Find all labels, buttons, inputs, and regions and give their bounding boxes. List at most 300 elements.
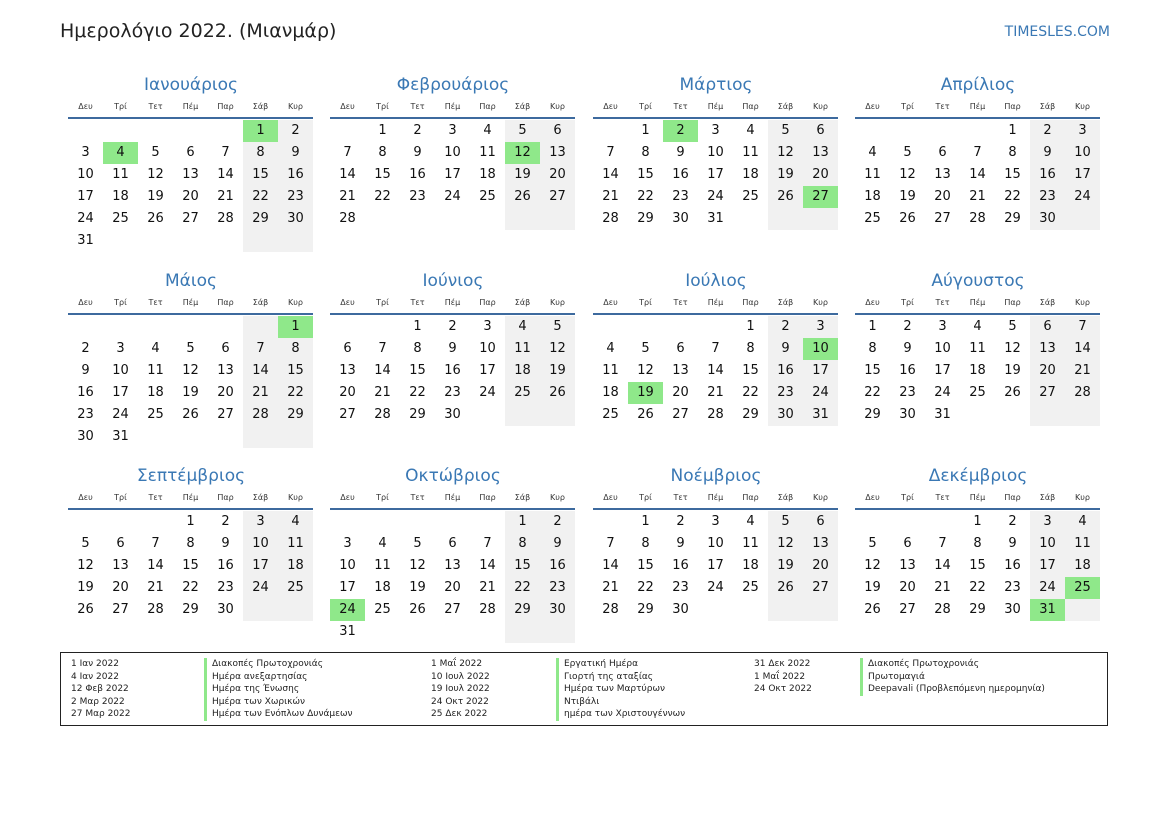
- day-cell[interactable]: 12: [768, 533, 803, 555]
- day-cell[interactable]: 22: [374, 189, 391, 204]
- day-cell[interactable]: 16: [899, 363, 916, 378]
- day-cell[interactable]: 11: [374, 558, 391, 573]
- day-cell[interactable]: 21: [374, 385, 391, 400]
- day-cell[interactable]: 25: [602, 407, 619, 422]
- day-cell[interactable]: 23: [540, 577, 575, 599]
- day-cell[interactable]: 19: [77, 580, 94, 595]
- day-cell[interactable]: 5: [768, 511, 803, 533]
- day-cell[interactable]: 16: [444, 363, 461, 378]
- day-cell[interactable]: 27: [899, 602, 916, 617]
- day-cell[interactable]: 11: [969, 341, 986, 356]
- day-cell[interactable]: 15: [969, 558, 986, 573]
- day-cell[interactable]: 5: [868, 536, 877, 551]
- day-cell[interactable]: 24: [707, 580, 724, 595]
- day-cell[interactable]: 6: [938, 145, 947, 160]
- day-cell[interactable]: 9: [413, 145, 422, 160]
- day-cell[interactable]: 2: [81, 341, 90, 356]
- day-cell[interactable]: 14: [339, 167, 356, 182]
- day-cell[interactable]: 3: [343, 536, 352, 551]
- day-cell[interactable]: 24: [1065, 186, 1100, 208]
- day-cell[interactable]: 13: [672, 363, 689, 378]
- day-cell[interactable]: 6: [221, 341, 230, 356]
- holiday-day-cell[interactable]: 31: [1030, 599, 1065, 621]
- day-cell[interactable]: 5: [81, 536, 90, 551]
- day-cell[interactable]: 9: [278, 142, 313, 164]
- day-cell[interactable]: 3: [711, 514, 720, 529]
- day-cell[interactable]: 18: [374, 580, 391, 595]
- day-cell[interactable]: 11: [505, 338, 540, 360]
- day-cell[interactable]: 2: [903, 319, 912, 334]
- day-cell[interactable]: 26: [147, 211, 164, 226]
- holiday-day-cell[interactable]: 10: [803, 338, 838, 360]
- holiday-day-cell[interactable]: 2: [663, 120, 698, 142]
- day-cell[interactable]: 30: [444, 407, 461, 422]
- day-cell[interactable]: 7: [711, 341, 720, 356]
- day-cell[interactable]: 5: [413, 536, 422, 551]
- day-cell[interactable]: 28: [243, 404, 278, 426]
- day-cell[interactable]: 2: [221, 514, 230, 529]
- day-cell[interactable]: 26: [77, 602, 94, 617]
- day-cell[interactable]: 7: [483, 536, 492, 551]
- day-cell[interactable]: 20: [444, 580, 461, 595]
- day-cell[interactable]: 2: [1008, 514, 1017, 529]
- day-cell[interactable]: 23: [1004, 580, 1021, 595]
- day-cell[interactable]: 13: [934, 167, 951, 182]
- day-cell[interactable]: 5: [505, 120, 540, 142]
- day-cell[interactable]: 22: [182, 580, 199, 595]
- day-cell[interactable]: 20: [112, 580, 129, 595]
- day-cell[interactable]: 27: [934, 211, 951, 226]
- day-cell[interactable]: 29: [637, 602, 654, 617]
- day-cell[interactable]: 24: [1030, 577, 1065, 599]
- day-cell[interactable]: 8: [505, 533, 540, 555]
- day-cell[interactable]: 29: [243, 208, 278, 230]
- day-cell[interactable]: 19: [147, 189, 164, 204]
- day-cell[interactable]: 20: [182, 189, 199, 204]
- day-cell[interactable]: 4: [483, 123, 492, 138]
- day-cell[interactable]: 1: [641, 123, 650, 138]
- day-cell[interactable]: 12: [864, 558, 881, 573]
- day-cell[interactable]: 13: [444, 558, 461, 573]
- day-cell[interactable]: 19: [768, 555, 803, 577]
- day-cell[interactable]: 29: [969, 602, 986, 617]
- day-cell[interactable]: 8: [243, 142, 278, 164]
- day-cell[interactable]: 23: [899, 385, 916, 400]
- holiday-day-cell[interactable]: 1: [278, 316, 313, 338]
- day-cell[interactable]: 3: [81, 145, 90, 160]
- day-cell[interactable]: 24: [77, 211, 94, 226]
- day-cell[interactable]: 11: [864, 167, 881, 182]
- day-cell[interactable]: 2: [540, 511, 575, 533]
- day-cell[interactable]: 30: [672, 602, 689, 617]
- day-cell[interactable]: 29: [742, 407, 759, 422]
- day-cell[interactable]: 6: [186, 145, 195, 160]
- day-cell[interactable]: 20: [540, 164, 575, 186]
- day-cell[interactable]: 21: [217, 189, 234, 204]
- day-cell[interactable]: 28: [969, 211, 986, 226]
- day-cell[interactable]: 22: [1004, 189, 1021, 204]
- day-cell[interactable]: 15: [243, 164, 278, 186]
- day-cell[interactable]: 29: [505, 599, 540, 621]
- day-cell[interactable]: 6: [540, 120, 575, 142]
- day-cell[interactable]: 10: [934, 341, 951, 356]
- day-cell[interactable]: 23: [77, 407, 94, 422]
- day-cell[interactable]: 12: [147, 167, 164, 182]
- day-cell[interactable]: 23: [672, 189, 689, 204]
- day-cell[interactable]: 5: [768, 120, 803, 142]
- day-cell[interactable]: 25: [147, 407, 164, 422]
- day-cell[interactable]: 11: [742, 536, 759, 551]
- day-cell[interactable]: 21: [707, 385, 724, 400]
- day-cell[interactable]: 28: [339, 211, 356, 226]
- day-cell[interactable]: 28: [934, 602, 951, 617]
- day-cell[interactable]: 11: [479, 145, 496, 160]
- day-cell[interactable]: 8: [746, 341, 755, 356]
- day-cell[interactable]: 24: [112, 407, 129, 422]
- day-cell[interactable]: 27: [1030, 382, 1065, 404]
- day-cell[interactable]: 19: [768, 164, 803, 186]
- day-cell[interactable]: 17: [243, 555, 278, 577]
- day-cell[interactable]: 28: [1065, 382, 1100, 404]
- day-cell[interactable]: 28: [707, 407, 724, 422]
- day-cell[interactable]: 27: [112, 602, 129, 617]
- day-cell[interactable]: 11: [278, 533, 313, 555]
- day-cell[interactable]: 25: [864, 211, 881, 226]
- day-cell[interactable]: 15: [505, 555, 540, 577]
- day-cell[interactable]: 20: [934, 189, 951, 204]
- day-cell[interactable]: 1: [746, 319, 755, 334]
- day-cell[interactable]: 26: [182, 407, 199, 422]
- day-cell[interactable]: 6: [343, 341, 352, 356]
- day-cell[interactable]: 24: [803, 382, 838, 404]
- day-cell[interactable]: 14: [479, 558, 496, 573]
- day-cell[interactable]: 31: [707, 211, 724, 226]
- day-cell[interactable]: 7: [378, 341, 387, 356]
- day-cell[interactable]: 8: [973, 536, 982, 551]
- day-cell[interactable]: 1: [868, 319, 877, 334]
- day-cell[interactable]: 14: [147, 558, 164, 573]
- day-cell[interactable]: 8: [641, 536, 650, 551]
- day-cell[interactable]: 23: [444, 385, 461, 400]
- day-cell[interactable]: 18: [742, 558, 759, 573]
- day-cell[interactable]: 23: [278, 186, 313, 208]
- day-cell[interactable]: 21: [602, 189, 619, 204]
- day-cell[interactable]: 6: [116, 536, 125, 551]
- day-cell[interactable]: 3: [803, 316, 838, 338]
- day-cell[interactable]: 13: [899, 558, 916, 573]
- day-cell[interactable]: 28: [602, 211, 619, 226]
- day-cell[interactable]: 1: [505, 511, 540, 533]
- day-cell[interactable]: 15: [637, 558, 654, 573]
- holiday-day-cell[interactable]: 12: [505, 142, 540, 164]
- day-cell[interactable]: 22: [637, 189, 654, 204]
- day-cell[interactable]: 21: [969, 189, 986, 204]
- day-cell[interactable]: 27: [182, 211, 199, 226]
- day-cell[interactable]: 3: [116, 341, 125, 356]
- day-cell[interactable]: 10: [339, 558, 356, 573]
- day-cell[interactable]: 16: [672, 558, 689, 573]
- day-cell[interactable]: 28: [147, 602, 164, 617]
- day-cell[interactable]: 19: [899, 189, 916, 204]
- day-cell[interactable]: 14: [1065, 338, 1100, 360]
- day-cell[interactable]: 12: [768, 142, 803, 164]
- day-cell[interactable]: 3: [711, 123, 720, 138]
- day-cell[interactable]: 14: [707, 363, 724, 378]
- day-cell[interactable]: 9: [1030, 142, 1065, 164]
- day-cell[interactable]: 11: [147, 363, 164, 378]
- day-cell[interactable]: 19: [864, 580, 881, 595]
- day-cell[interactable]: 27: [217, 407, 234, 422]
- day-cell[interactable]: 11: [1065, 533, 1100, 555]
- day-cell[interactable]: 3: [938, 319, 947, 334]
- day-cell[interactable]: 28: [479, 602, 496, 617]
- day-cell[interactable]: 17: [1030, 555, 1065, 577]
- day-cell[interactable]: 22: [969, 580, 986, 595]
- day-cell[interactable]: 15: [409, 363, 426, 378]
- day-cell[interactable]: 26: [540, 382, 575, 404]
- day-cell[interactable]: 10: [112, 363, 129, 378]
- day-cell[interactable]: 23: [672, 580, 689, 595]
- day-cell[interactable]: 6: [448, 536, 457, 551]
- day-cell[interactable]: 26: [637, 407, 654, 422]
- day-cell[interactable]: 16: [409, 167, 426, 182]
- day-cell[interactable]: 18: [479, 167, 496, 182]
- day-cell[interactable]: 28: [602, 602, 619, 617]
- day-cell[interactable]: 22: [637, 580, 654, 595]
- day-cell[interactable]: 4: [1065, 511, 1100, 533]
- day-cell[interactable]: 20: [803, 555, 838, 577]
- day-cell[interactable]: 14: [969, 167, 986, 182]
- day-cell[interactable]: 21: [243, 382, 278, 404]
- day-cell[interactable]: 30: [1004, 602, 1021, 617]
- day-cell[interactable]: 24: [479, 385, 496, 400]
- day-cell[interactable]: 25: [505, 382, 540, 404]
- day-cell[interactable]: 24: [444, 189, 461, 204]
- day-cell[interactable]: 15: [278, 360, 313, 382]
- day-cell[interactable]: 2: [676, 514, 685, 529]
- day-cell[interactable]: 13: [803, 142, 838, 164]
- day-cell[interactable]: 5: [151, 145, 160, 160]
- day-cell[interactable]: 18: [1065, 555, 1100, 577]
- day-cell[interactable]: 30: [768, 404, 803, 426]
- day-cell[interactable]: 26: [768, 186, 803, 208]
- day-cell[interactable]: 18: [742, 167, 759, 182]
- day-cell[interactable]: 3: [243, 511, 278, 533]
- day-cell[interactable]: 21: [147, 580, 164, 595]
- day-cell[interactable]: 8: [641, 145, 650, 160]
- day-cell[interactable]: 17: [707, 558, 724, 573]
- day-cell[interactable]: 12: [540, 338, 575, 360]
- day-cell[interactable]: 18: [864, 189, 881, 204]
- day-cell[interactable]: 16: [278, 164, 313, 186]
- day-cell[interactable]: 4: [606, 341, 615, 356]
- day-cell[interactable]: 19: [505, 164, 540, 186]
- day-cell[interactable]: 28: [374, 407, 391, 422]
- day-cell[interactable]: 3: [1065, 120, 1100, 142]
- day-cell[interactable]: 15: [182, 558, 199, 573]
- day-cell[interactable]: 4: [378, 536, 387, 551]
- day-cell[interactable]: 26: [1004, 385, 1021, 400]
- day-cell[interactable]: 1: [1008, 123, 1017, 138]
- day-cell[interactable]: 29: [278, 404, 313, 426]
- day-cell[interactable]: 7: [973, 145, 982, 160]
- day-cell[interactable]: 10: [707, 145, 724, 160]
- day-cell[interactable]: 22: [505, 577, 540, 599]
- day-cell[interactable]: 14: [217, 167, 234, 182]
- day-cell[interactable]: 15: [1004, 167, 1021, 182]
- day-cell[interactable]: 16: [1030, 164, 1065, 186]
- day-cell[interactable]: 9: [676, 536, 685, 551]
- day-cell[interactable]: 14: [602, 167, 619, 182]
- day-cell[interactable]: 3: [483, 319, 492, 334]
- day-cell[interactable]: 29: [637, 211, 654, 226]
- day-cell[interactable]: 27: [672, 407, 689, 422]
- day-cell[interactable]: 7: [938, 536, 947, 551]
- day-cell[interactable]: 30: [77, 429, 94, 444]
- day-cell[interactable]: 4: [868, 145, 877, 160]
- day-cell[interactable]: 12: [637, 363, 654, 378]
- day-cell[interactable]: 16: [217, 558, 234, 573]
- day-cell[interactable]: 14: [374, 363, 391, 378]
- day-cell[interactable]: 1: [413, 319, 422, 334]
- day-cell[interactable]: 8: [1008, 145, 1017, 160]
- day-cell[interactable]: 30: [278, 208, 313, 230]
- day-cell[interactable]: 13: [339, 363, 356, 378]
- day-cell[interactable]: 7: [221, 145, 230, 160]
- day-cell[interactable]: 13: [112, 558, 129, 573]
- day-cell[interactable]: 30: [1030, 208, 1065, 230]
- day-cell[interactable]: 12: [77, 558, 94, 573]
- day-cell[interactable]: 21: [479, 580, 496, 595]
- day-cell[interactable]: 19: [1004, 363, 1021, 378]
- day-cell[interactable]: 14: [243, 360, 278, 382]
- day-cell[interactable]: 4: [505, 316, 540, 338]
- day-cell[interactable]: 1: [973, 514, 982, 529]
- day-cell[interactable]: 20: [672, 385, 689, 400]
- day-cell[interactable]: 22: [409, 385, 426, 400]
- day-cell[interactable]: 17: [112, 385, 129, 400]
- day-cell[interactable]: 7: [343, 145, 352, 160]
- day-cell[interactable]: 15: [864, 363, 881, 378]
- day-cell[interactable]: 9: [221, 536, 230, 551]
- day-cell[interactable]: 4: [151, 341, 160, 356]
- day-cell[interactable]: 13: [1030, 338, 1065, 360]
- day-cell[interactable]: 25: [742, 189, 759, 204]
- day-cell[interactable]: 14: [934, 558, 951, 573]
- day-cell[interactable]: 6: [676, 341, 685, 356]
- day-cell[interactable]: 20: [1030, 360, 1065, 382]
- day-cell[interactable]: 6: [803, 511, 838, 533]
- day-cell[interactable]: 20: [217, 385, 234, 400]
- day-cell[interactable]: 2: [448, 319, 457, 334]
- day-cell[interactable]: 3: [448, 123, 457, 138]
- day-cell[interactable]: 9: [540, 533, 575, 555]
- day-cell[interactable]: 11: [112, 167, 129, 182]
- day-cell[interactable]: 19: [409, 580, 426, 595]
- day-cell[interactable]: 7: [151, 536, 160, 551]
- day-cell[interactable]: 22: [243, 186, 278, 208]
- day-cell[interactable]: 18: [278, 555, 313, 577]
- day-cell[interactable]: 23: [217, 580, 234, 595]
- day-cell[interactable]: 10: [77, 167, 94, 182]
- day-cell[interactable]: 27: [444, 602, 461, 617]
- day-cell[interactable]: 21: [339, 189, 356, 204]
- day-cell[interactable]: 3: [1030, 511, 1065, 533]
- day-cell[interactable]: 25: [479, 189, 496, 204]
- day-cell[interactable]: 17: [77, 189, 94, 204]
- holiday-day-cell[interactable]: 1: [243, 120, 278, 142]
- day-cell[interactable]: 9: [1008, 536, 1017, 551]
- day-cell[interactable]: 7: [606, 145, 615, 160]
- day-cell[interactable]: 10: [707, 536, 724, 551]
- day-cell[interactable]: 17: [479, 363, 496, 378]
- day-cell[interactable]: 10: [479, 341, 496, 356]
- day-cell[interactable]: 9: [448, 341, 457, 356]
- day-cell[interactable]: 15: [637, 167, 654, 182]
- day-cell[interactable]: 4: [746, 123, 755, 138]
- day-cell[interactable]: 30: [672, 211, 689, 226]
- day-cell[interactable]: 24: [934, 385, 951, 400]
- day-cell[interactable]: 28: [217, 211, 234, 226]
- holiday-day-cell[interactable]: 25: [1065, 577, 1100, 599]
- day-cell[interactable]: 18: [112, 189, 129, 204]
- day-cell[interactable]: 16: [1004, 558, 1021, 573]
- day-cell[interactable]: 1: [641, 514, 650, 529]
- day-cell[interactable]: 19: [540, 360, 575, 382]
- day-cell[interactable]: 31: [339, 624, 356, 639]
- day-cell[interactable]: 8: [278, 338, 313, 360]
- holiday-day-cell[interactable]: 19: [628, 382, 663, 404]
- day-cell[interactable]: 24: [707, 189, 724, 204]
- day-cell[interactable]: 13: [182, 167, 199, 182]
- day-cell[interactable]: 11: [742, 145, 759, 160]
- day-cell[interactable]: 2: [413, 123, 422, 138]
- day-cell[interactable]: 22: [742, 385, 759, 400]
- day-cell[interactable]: 4: [973, 319, 982, 334]
- day-cell[interactable]: 17: [934, 363, 951, 378]
- day-cell[interactable]: 17: [1065, 164, 1100, 186]
- day-cell[interactable]: 24: [243, 577, 278, 599]
- day-cell[interactable]: 16: [77, 385, 94, 400]
- day-cell[interactable]: 8: [186, 536, 195, 551]
- day-cell[interactable]: 7: [243, 338, 278, 360]
- day-cell[interactable]: 25: [969, 385, 986, 400]
- day-cell[interactable]: 5: [186, 341, 195, 356]
- day-cell[interactable]: 7: [606, 536, 615, 551]
- day-cell[interactable]: 19: [182, 385, 199, 400]
- day-cell[interactable]: 2: [1030, 120, 1065, 142]
- day-cell[interactable]: 6: [1030, 316, 1065, 338]
- day-cell[interactable]: 31: [803, 404, 838, 426]
- day-cell[interactable]: 5: [641, 341, 650, 356]
- day-cell[interactable]: 18: [969, 363, 986, 378]
- day-cell[interactable]: 15: [374, 167, 391, 182]
- day-cell[interactable]: 8: [378, 145, 387, 160]
- day-cell[interactable]: 23: [768, 382, 803, 404]
- day-cell[interactable]: 18: [505, 360, 540, 382]
- day-cell[interactable]: 29: [182, 602, 199, 617]
- day-cell[interactable]: 12: [1004, 341, 1021, 356]
- day-cell[interactable]: 8: [868, 341, 877, 356]
- day-cell[interactable]: 27: [339, 407, 356, 422]
- day-cell[interactable]: 2: [768, 316, 803, 338]
- day-cell[interactable]: 5: [903, 145, 912, 160]
- day-cell[interactable]: 10: [243, 533, 278, 555]
- day-cell[interactable]: 10: [444, 145, 461, 160]
- day-cell[interactable]: 13: [540, 142, 575, 164]
- day-cell[interactable]: 26: [864, 602, 881, 617]
- day-cell[interactable]: 22: [864, 385, 881, 400]
